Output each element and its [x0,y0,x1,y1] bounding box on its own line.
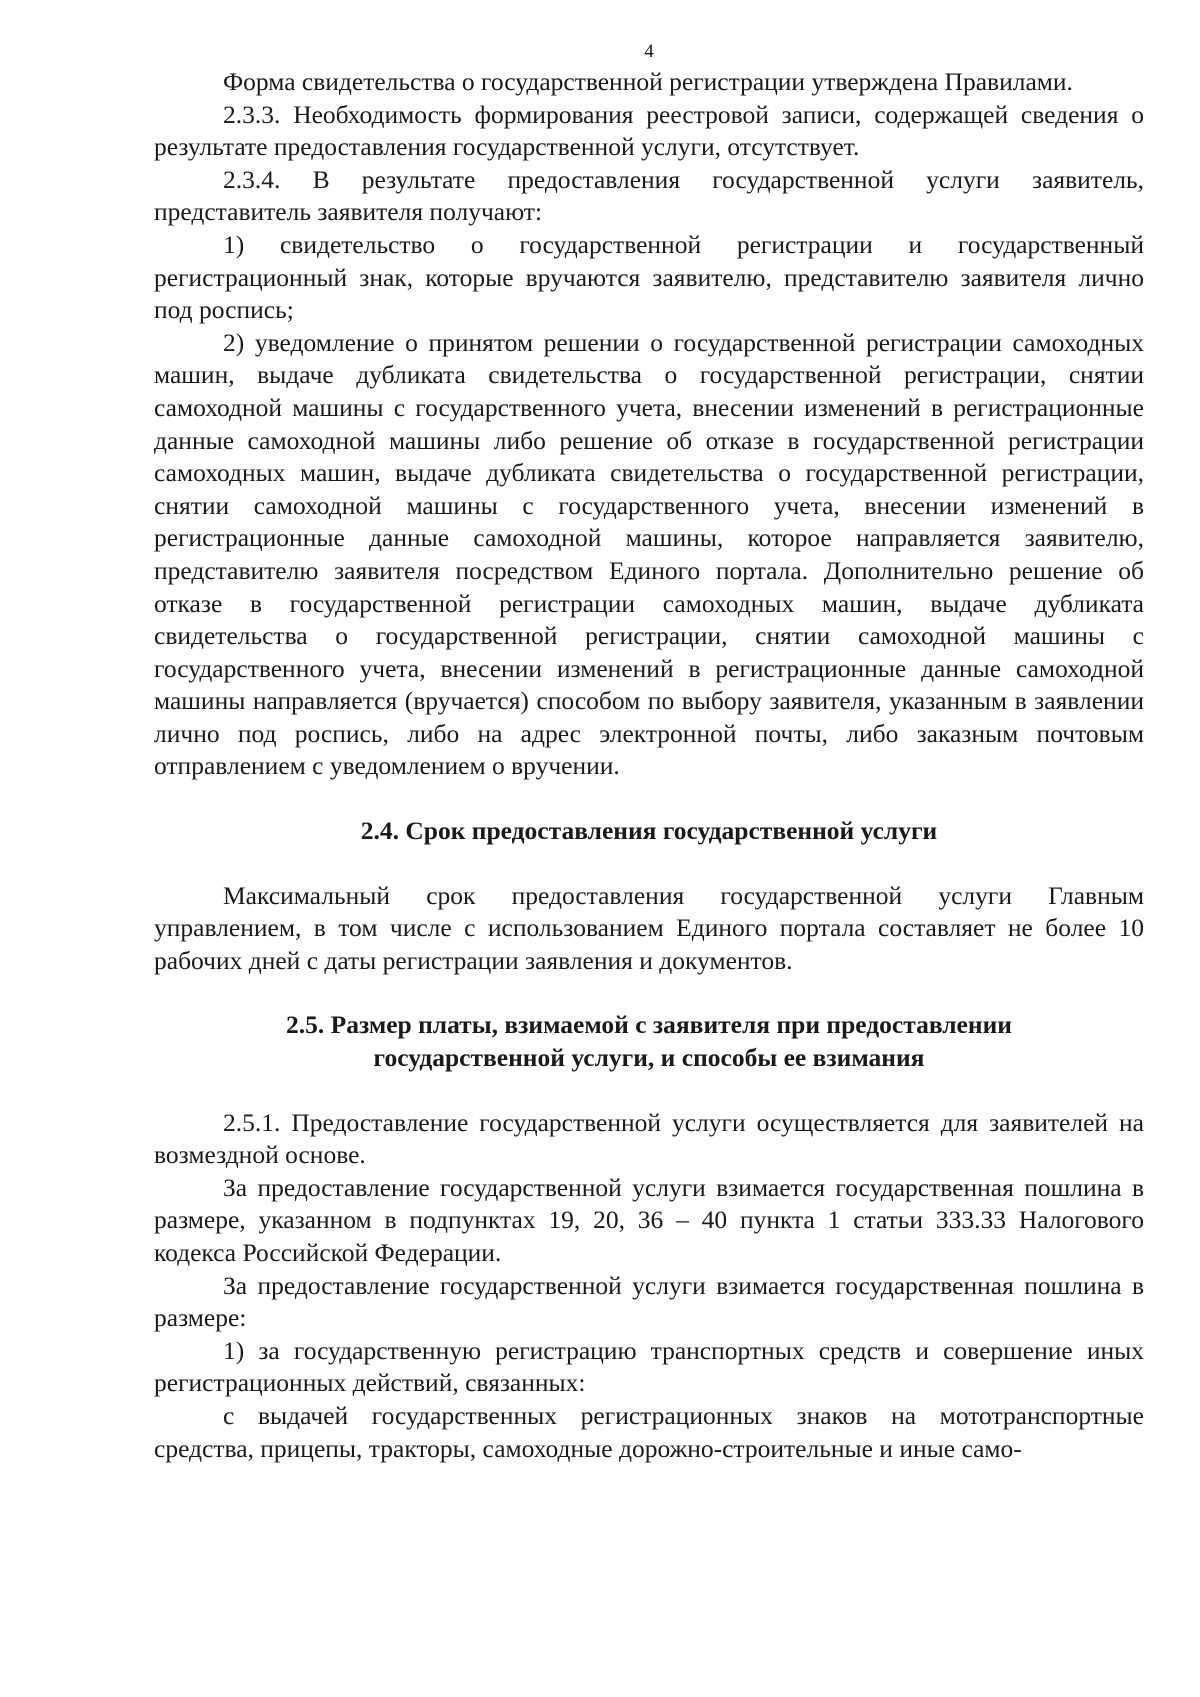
paragraph-form-certificate: Форма свидетельства о государственной регистрации утверждена Правилами. [223,67,1073,96]
paragraph-2-3-4: 2.3.4. В результате предоставления государственной услуги заявитель, представитель заявителя получают: [154,164,1144,227]
section-heading-2-5-line1: 2.5. Размер платы, взимаемой с заявителя при предоставлении [286,1010,1012,1040]
page-number: 4 [644,41,654,62]
paragraph-item-1: 1) свидетельство о государственной регистрации и государственный регистрационный знак, которые вручаются заявителю, представителю заявителя лично под роспись; [154,229,1144,325]
section-heading-2-4: 2.4. Срок предоставления государственной услуги [360,816,938,846]
paragraph-2-5-1: 2.5.1. Предоставление государственной услуги осуществляется для заявителей на возмездной основе. [154,1107,1144,1170]
paragraph-item-2: 2) уведомление о принятом решении о государственной регистрации самоходных машин, выдаче дубликата свидетельства о государственной регистрации, снятии самоходной машины с государственного учета, внесении изменений в регистрационные данные самоходной машины либо решение об отказе в государственной регистрации самоходных машин, выдаче дубликата свидетельства о государственной регистрации, снятии самоходной машины с государственного учета, внесении изменений в регистрационные данные самоходной машины, которое направляется заявителю, представителю заявителя посредством Единого портала. Дополнительно решение об отказе в государственной регистрации самоходных машин, выдаче дубликата свидетельства о государственной регистрации, снятии самоходной машины с государственного учета, внесении изменений в регистрационные данные самоходной машины направляется (вручается) способом по выбору заявителя, указанным в заявлении лично под роспись, либо на адрес электронной почты, либо заказным почтовым отправлением с уведомлением о вручении. [154,327,1144,781]
paragraph-fee-articles: За предоставление государственной услуги взимается государственная пошлина в размере, указанном в подпунктах 19, 20, 36 – 40 пункта 1 статьи 333.33 Налогового кодекса Российской Федерации. [154,1172,1144,1267]
spacer [154,848,1144,880]
document-page [154,40,1144,1465]
section-heading-2-5-line2: государственной услуги, и способы ее взимания [373,1043,925,1073]
paragraph-fee-plates: с выдачей государственных регистрационных знаков на мототранспортные средства, прицепы, тракторы, самоходные дорожно-строительные и иные само- [154,1400,1144,1463]
paragraph-2-4-text: Максимальный срок предоставления государственной услуги Главным управлением, в том числе с использованием Единого портала составляет не более 10 рабочих дней с даты регистрации заявления и документов. [154,880,1144,975]
section-heading-2-5 [154,1009,1144,1074]
paragraph-2-3-3: 2.3.3. Необходимость формирования реестровой записи, содержащей сведения о результате предоставления государственной услуги, отсутствует. [154,99,1144,162]
paragraph-fee-item-1: 1) за государственную регистрацию транспортных средств и совершение иных регистрационных действий, связанных: [154,1335,1144,1398]
spacer [154,977,1144,1009]
spacer [154,1075,1144,1107]
paragraph-fee-amount: За предоставление государственной услуги взимается государственная пошлина в размере: [154,1270,1144,1333]
spacer [154,783,1144,815]
